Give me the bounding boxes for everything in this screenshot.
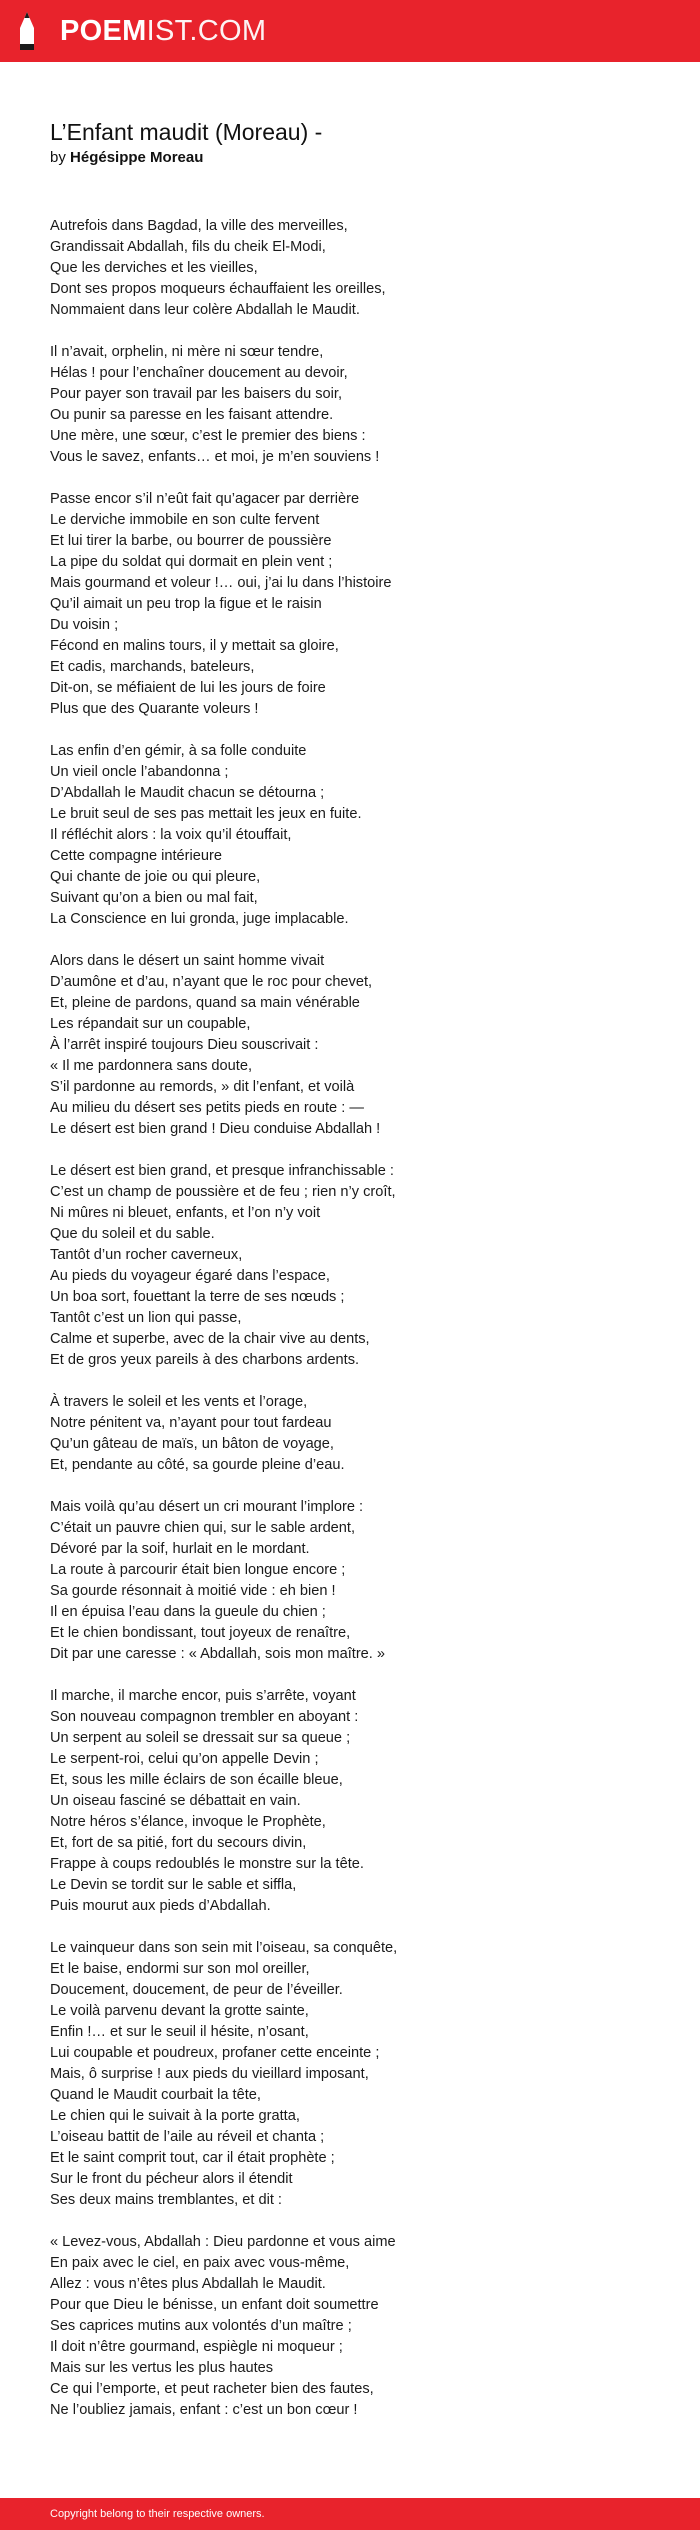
poem-line: Vous le savez, enfants… et moi, je m’en souviens ! xyxy=(50,449,380,465)
poem-line: Passe encor s’il n’eût fait qu’agacer par derrière xyxy=(50,491,360,507)
poem-line: Hélas ! pour l’enchaîner doucement au devoir, xyxy=(50,365,348,381)
poem-line: Les répandait sur un coupable, xyxy=(50,1016,251,1032)
poem-line: Le désert est bien grand, et presque infranchissable : xyxy=(50,1163,394,1179)
poem-line: Calme et superbe, avec de la chair vive au dents, xyxy=(50,1331,370,1347)
byline xyxy=(50,148,203,168)
poem-line: Qui chante de joie ou qui pleure, xyxy=(50,869,261,885)
stanza xyxy=(50,741,670,930)
poem-line: Lui coupable et poudreux, profaner cette enceinte ; xyxy=(50,2045,380,2061)
poem-line: Sur le front du pécheur alors il étendit xyxy=(50,2171,293,2187)
poem-line: Il doit n’être gourmand, espiègle ni moqueur ; xyxy=(50,2339,343,2355)
poem-title: L’Enfant maudit (Moreau) - xyxy=(50,119,323,145)
poem-line: Un oiseau fasciné se débattait en vain. xyxy=(50,1793,301,1809)
poem-line: Ni mûres ni bleuet, enfants, et l’on n’y voit xyxy=(50,1205,321,1221)
poem-line: Ne l’oubliez jamais, enfant : c’est un bon cœur ! xyxy=(50,2402,358,2418)
poem-line: Au milieu du désert ses petits pieds en route : — xyxy=(50,1100,364,1116)
poem-line: Le serpent-roi, celui qu’on appelle Devin ; xyxy=(50,1751,319,1767)
poem-line: Le bruit seul de ses pas mettait les jeux en fuite. xyxy=(50,806,362,822)
poem-line: Le chien qui le suivait à la porte gratta, xyxy=(50,2108,300,2124)
stanza xyxy=(50,1161,670,1371)
logo-text-light: IST.COM xyxy=(146,15,267,47)
poem-line: Et cadis, marchands, bateleurs, xyxy=(50,659,255,675)
poem-line: S’il pardonne au remords, » dit l’enfant, et voilà xyxy=(50,1079,355,1095)
poem-body xyxy=(50,216,670,2442)
poem-line: Du voisin ; xyxy=(50,617,119,633)
poem-line: D’Abdallah le Maudit chacun se détourna ; xyxy=(50,785,325,801)
poem-line: D’aumône et d’au, n’ayant que le roc pour chevet, xyxy=(50,974,373,990)
stanza xyxy=(50,216,670,321)
poem-line: Grandissait Abdallah, fils du cheik El-Modi, xyxy=(50,239,326,255)
stanza xyxy=(50,1497,670,1665)
poem-line: Et de gros yeux pareils à des charbons ardents. xyxy=(50,1352,360,1368)
stanza xyxy=(50,951,670,1140)
poem-line: Las enfin d’en gémir, à sa folle conduite xyxy=(50,743,307,759)
stanza xyxy=(50,1938,670,2211)
poem-line: Enfin !… et sur le seuil il hésite, n’osant, xyxy=(50,2024,309,2040)
stanza xyxy=(50,342,670,468)
poem-line: Ce qui l’emporte, et peut racheter bien des fautes, xyxy=(50,2381,374,2397)
poem-line: Sa gourde résonnait à moitié vide : eh bien ! xyxy=(50,1583,336,1599)
stanza xyxy=(50,1686,670,1917)
stanza xyxy=(50,2232,670,2421)
poem-line: À l’arrêt inspiré toujours Dieu souscrivait : xyxy=(50,1037,319,1053)
poem-line: Notre héros s’élance, invoque le Prophète, xyxy=(50,1814,326,1830)
poem-line: Un serpent au soleil se dressait sur sa queue ; xyxy=(50,1730,351,1746)
poem-line: C’est un champ de poussière et de feu ; rien n’y croît, xyxy=(50,1184,396,1200)
poem-line: Son nouveau compagnon trembler en aboyant : xyxy=(50,1709,359,1725)
poem-line: Alors dans le désert un saint homme vivait xyxy=(50,953,325,969)
poem-line: Le Devin se tordit sur le sable et siffla, xyxy=(50,1877,297,1893)
poem-line: « Levez-vous, Abdallah : Dieu pardonne et vous aime xyxy=(50,2234,396,2250)
poem-line: Plus que des Quarante voleurs ! xyxy=(50,701,259,717)
poem-line: Fécond en malins tours, il y mettait sa gloire, xyxy=(50,638,339,654)
poem-line: Et, fort de sa pitié, fort du secours divin, xyxy=(50,1835,307,1851)
poem-line: Ses deux mains tremblantes, et dit : xyxy=(50,2192,282,2208)
poem-line: Suivant qu’on a bien ou mal fait, xyxy=(50,890,258,906)
poem-line: Et le baise, endormi sur son mol oreiller, xyxy=(50,1961,310,1977)
logo-text-bold: POEM xyxy=(60,15,147,47)
author-name[interactable]: Hégésippe Moreau xyxy=(70,149,204,166)
poem-line: En paix avec le ciel, en paix avec vous-même, xyxy=(50,2255,350,2271)
poem-line: Doucement, doucement, de peur de l’éveiller. xyxy=(50,1982,343,1998)
poem-line: Nommaient dans leur colère Abdallah le Maudit. xyxy=(50,302,360,318)
poem-line: Il n’avait, orphelin, ni mère ni sœur tendre, xyxy=(50,344,324,360)
poem-line: La route à parcourir était bien longue encore ; xyxy=(50,1562,346,1578)
poem-line: Et, sous les mille éclairs de son écaille bleue, xyxy=(50,1772,343,1788)
poem-line: « Il me pardonnera sans doute, xyxy=(50,1058,253,1074)
poem-line: Et le chien bondissant, tout joyeux de renaître, xyxy=(50,1625,351,1641)
by-label: by xyxy=(50,149,66,166)
poem-line: Quand le Maudit courbait la tête, xyxy=(50,2087,261,2103)
poem-line: Il réfléchit alors : la voix qu’il étouffait, xyxy=(50,827,292,843)
poem-line: Il marche, il marche encor, puis s’arrête, voyant xyxy=(50,1688,356,1704)
poem-line: Autrefois dans Bagdad, la ville des merveilles, xyxy=(50,218,348,234)
stanza xyxy=(50,1392,670,1476)
poem-line: Le derviche immobile en son culte fervent xyxy=(50,512,320,528)
site-logo[interactable] xyxy=(60,14,266,48)
poem-line: Un vieil oncle l’abandonna ; xyxy=(50,764,229,780)
poem-line: Puis mourut aux pieds d’Abdallah. xyxy=(50,1898,271,1914)
site-header xyxy=(0,0,700,62)
poem-line: Tantôt d’un rocher caverneux, xyxy=(50,1247,243,1263)
poem-line: Ses caprices mutins aux volontés d’un maître ; xyxy=(50,2318,352,2334)
poem-line: Cette compagne intérieure xyxy=(50,848,222,864)
poem-line: Une mère, une sœur, c’est le premier des biens : xyxy=(50,428,366,444)
poem-line: Qu’il aimait un peu trop la figue et le raisin xyxy=(50,596,322,612)
poem-line: Mais sur les vertus les plus hautes xyxy=(50,2360,274,2376)
stanza xyxy=(50,489,670,720)
poem-line: Le désert est bien grand ! Dieu conduise Abdallah ! xyxy=(50,1121,381,1137)
poem-line: Frappe à coups redoublés le monstre sur la tête. xyxy=(50,1856,364,1872)
poem-line: L’oiseau battit de l’aile au réveil et chanta ; xyxy=(50,2129,325,2145)
poem-line: Mais voilà qu’au désert un cri mourant l’implore : xyxy=(50,1499,364,1515)
poem-line: Dit-on, se méfiaient de lui les jours de foire xyxy=(50,680,326,696)
poem-line: Ou punir sa paresse en les faisant attendre. xyxy=(50,407,334,423)
poem-line: Un boa sort, fouettant la terre de ses nœuds ; xyxy=(50,1289,345,1305)
poem-line: Pour que Dieu le bénisse, un enfant doit soumettre xyxy=(50,2297,379,2313)
poem-line: Pour payer son travail par les baisers du soir, xyxy=(50,386,343,402)
poem-line: Notre pénitent va, n’ayant pour tout fardeau xyxy=(50,1415,332,1431)
pencil-logo-icon[interactable] xyxy=(14,10,40,52)
poem-line: Dévoré par la soif, hurlait en le mordant. xyxy=(50,1541,310,1557)
poem-line: Mais gourmand et voleur !… oui, j’ai lu dans l’histoire xyxy=(50,575,392,591)
copyright-text: Copyright belong to their respective owners. xyxy=(50,2508,265,2520)
poem-line: Le voilà parvenu devant la grotte sainte, xyxy=(50,2003,309,2019)
site-footer xyxy=(0,2498,700,2530)
poem-line: Allez : vous n’êtes plus Abdallah le Maudit. xyxy=(50,2276,326,2292)
poem-line: Au pieds du voyageur égaré dans l’espace, xyxy=(50,1268,330,1284)
poem-line: Et le saint comprit tout, car il était prophète ; xyxy=(50,2150,335,2166)
poem-line: Et, pendante au côté, sa gourde pleine d’eau. xyxy=(50,1457,345,1473)
poem-line: Le vainqueur dans son sein mit l’oiseau, sa conquête, xyxy=(50,1940,398,1956)
poem-line: Il en épuisa l’eau dans la gueule du chien ; xyxy=(50,1604,326,1620)
poem-line: Dont ses propos moqueurs échauffaient les oreilles, xyxy=(50,281,386,297)
poem-line: Mais, ô surprise ! aux pieds du vieillard imposant, xyxy=(50,2066,369,2082)
poem-line: Qu’un gâteau de maïs, un bâton de voyage, xyxy=(50,1436,334,1452)
poem-line: À travers le soleil et les vents et l’orage, xyxy=(50,1394,308,1410)
poem-line: La Conscience en lui gronda, juge implacable. xyxy=(50,911,349,927)
poem-line: Et lui tirer la barbe, ou bourrer de poussière xyxy=(50,533,332,549)
poem-line: La pipe du soldat qui dormait en plein vent ; xyxy=(50,554,333,570)
poem-line: Que les derviches et les vieilles, xyxy=(50,260,258,276)
poem-line: Que du soleil et du sable. xyxy=(50,1226,215,1242)
poem-line: Dit par une caresse : « Abdallah, sois mon maître. » xyxy=(50,1646,386,1662)
poem-line: Tantôt c’est un lion qui passe, xyxy=(50,1310,242,1326)
poem-line: Et, pleine de pardons, quand sa main vénérable xyxy=(50,995,360,1011)
poem-line: C’était un pauvre chien qui, sur le sable ardent, xyxy=(50,1520,356,1536)
